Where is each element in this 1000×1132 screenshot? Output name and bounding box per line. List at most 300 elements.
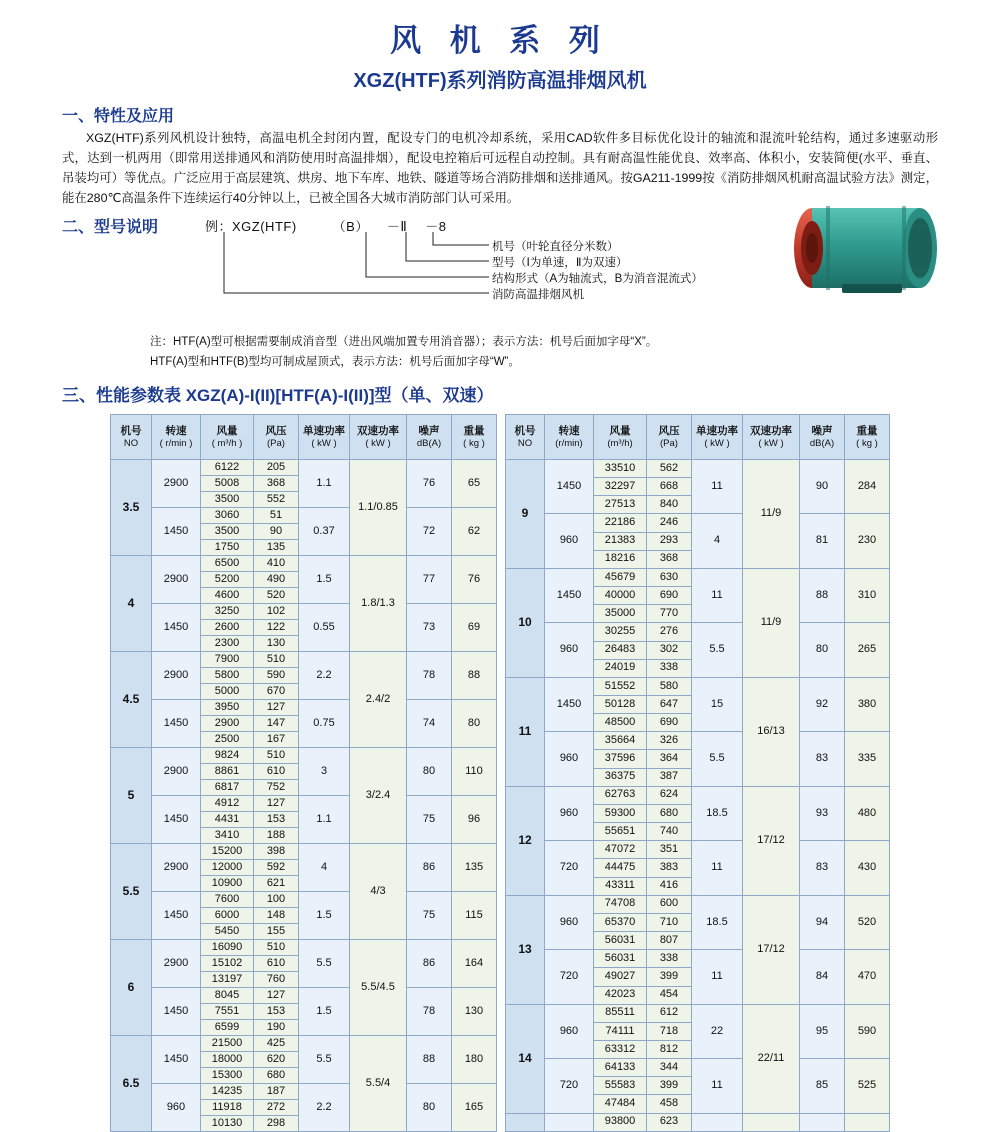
cell-single-speed-power: 0.37 — [299, 507, 350, 555]
cell-airflow: 24019 — [594, 659, 647, 677]
cell-airflow: 3410 — [201, 827, 254, 843]
table-row — [111, 1083, 497, 1099]
cell-pressure: 153 — [254, 1003, 299, 1019]
cell-pressure: 680 — [647, 804, 692, 822]
cell-model-no: 6.5 — [111, 1035, 152, 1131]
cell-pressure: 520 — [254, 587, 299, 603]
cell-airflow: 64133 — [594, 1059, 647, 1077]
cell-pressure: 612 — [647, 1004, 692, 1022]
cell-pressure: 610 — [254, 763, 299, 779]
cell-noise — [800, 1113, 845, 1131]
cell-airflow: 74708 — [594, 895, 647, 913]
spec-table-left — [110, 414, 497, 1132]
table-row — [111, 795, 497, 811]
cell-pressure: 399 — [647, 1077, 692, 1095]
cell-rpm: 1450 — [545, 568, 594, 622]
cell-airflow: 21500 — [201, 1035, 254, 1051]
cell-weight: 69 — [452, 603, 497, 651]
cell-airflow: 6000 — [201, 907, 254, 923]
cell-dual-speed-power: 1.1/0.85 — [350, 459, 407, 555]
cell-pressure: 293 — [647, 532, 692, 550]
cell-rpm: 1450 — [152, 699, 201, 747]
cell-model-no: 5 — [111, 747, 152, 843]
cell-weight: 165 — [452, 1083, 497, 1131]
col-header-2: 转速 (r/min) — [545, 414, 594, 459]
cell-single-speed-power: 11 — [692, 950, 743, 1004]
cell-rpm: 720 — [545, 950, 594, 1004]
cell-pressure: 272 — [254, 1099, 299, 1115]
table-row — [111, 747, 497, 763]
cell-single-speed-power: 0.75 — [299, 699, 350, 747]
cell-pressure: 623 — [647, 1113, 692, 1131]
cell-pressure: 188 — [254, 827, 299, 843]
model-example-prefix: 例：XGZ(HTF) — [205, 219, 297, 235]
table-row — [111, 555, 497, 571]
cell-noise: 80 — [800, 623, 845, 677]
cell-airflow: 33510 — [594, 459, 647, 477]
cell-airflow: 50128 — [594, 696, 647, 714]
cell-noise: 80 — [407, 747, 452, 795]
cell-weight: 470 — [845, 950, 890, 1004]
cell-dual-speed-power: 17/12 — [743, 786, 800, 895]
cell-weight: 115 — [452, 891, 497, 939]
cell-rpm: 2900 — [152, 747, 201, 795]
cell-pressure: 364 — [647, 750, 692, 768]
cell-airflow: 21383 — [594, 532, 647, 550]
cell-rpm: 1450 — [152, 603, 201, 651]
cell-pressure: 205 — [254, 459, 299, 475]
cell-pressure: 580 — [647, 677, 692, 695]
cell-single-speed-power: 11 — [692, 568, 743, 622]
cell-dual-speed-power: 4/3 — [350, 843, 407, 939]
table-row — [506, 1059, 890, 1077]
cell-single-speed-power: 15 — [692, 677, 743, 731]
cell-dual-speed-power: 22/11 — [743, 1004, 800, 1113]
cell-dual-speed-power: 2.4/2 — [350, 651, 407, 747]
cell-pressure: 130 — [254, 635, 299, 651]
cell-airflow: 55651 — [594, 823, 647, 841]
col-header-3: 风量 (m³/h) — [594, 414, 647, 459]
cell-airflow: 11918 — [201, 1099, 254, 1115]
cell-pressure: 383 — [647, 859, 692, 877]
cell-single-speed-power: 18.5 — [692, 895, 743, 949]
cell-weight — [845, 1113, 890, 1131]
cell-airflow: 16090 — [201, 939, 254, 955]
model-legend-4: 消防高温排烟风机 — [492, 289, 584, 302]
cell-weight: 310 — [845, 568, 890, 622]
col-header-1: 机号 NO — [111, 414, 152, 459]
cell-pressure: 600 — [647, 895, 692, 913]
cell-single-speed-power: 0.55 — [299, 603, 350, 651]
cell-noise: 92 — [800, 677, 845, 731]
model-legend-3: 结构形式（A为轴流式，B为消音混流式） — [492, 273, 703, 286]
cell-dual-speed-power — [743, 1113, 800, 1131]
cell-airflow: 12000 — [201, 859, 254, 875]
cell-rpm: 720 — [545, 1059, 594, 1113]
cell-rpm: 960 — [152, 1083, 201, 1131]
cell-airflow: 26483 — [594, 641, 647, 659]
cell-pressure: 668 — [647, 478, 692, 496]
cell-airflow: 5000 — [201, 683, 254, 699]
cell-dual-speed-power: 3/2.4 — [350, 747, 407, 843]
cell-dual-speed-power: 5.5/4.5 — [350, 939, 407, 1035]
spec-table-right — [505, 414, 890, 1132]
cell-rpm: 1450 — [545, 459, 594, 513]
page-title: 风 机 系 列 — [390, 23, 610, 58]
cell-airflow: 6122 — [201, 459, 254, 475]
cell-rpm: 2900 — [152, 555, 201, 603]
cell-weight: 135 — [452, 843, 497, 891]
cell-single-speed-power: 1.5 — [299, 555, 350, 603]
col-header-4: 风压 (Pa) — [254, 414, 299, 459]
cell-rpm: 960 — [545, 786, 594, 840]
cell-model-no: 14 — [506, 1004, 545, 1113]
col-header-6: 双速功率 ( kW ) — [350, 414, 407, 459]
cell-airflow: 7900 — [201, 651, 254, 667]
table-row — [111, 891, 497, 907]
cell-airflow: 44475 — [594, 859, 647, 877]
spec-table-right-header — [506, 414, 890, 459]
cell-airflow: 18000 — [201, 1051, 254, 1067]
cell-airflow: 7600 — [201, 891, 254, 907]
cell-airflow: 47484 — [594, 1095, 647, 1113]
cell-airflow: 48500 — [594, 714, 647, 732]
cell-pressure: 490 — [254, 571, 299, 587]
section-2-heading: 二、型号说明 — [62, 219, 159, 237]
cell-rpm: 2900 — [152, 843, 201, 891]
cell-airflow: 10900 — [201, 875, 254, 891]
cell-noise: 86 — [407, 939, 452, 987]
col-header-5: 单速功率 ( kW ) — [299, 414, 350, 459]
cell-noise: 77 — [407, 555, 452, 603]
cell-pressure: 510 — [254, 651, 299, 667]
cell-single-speed-power: 5.5 — [692, 623, 743, 677]
cell-pressure: 690 — [647, 714, 692, 732]
cell-airflow: 6817 — [201, 779, 254, 795]
cell-rpm: 960 — [545, 732, 594, 786]
cell-noise: 75 — [407, 891, 452, 939]
cell-single-speed-power: 1.5 — [299, 891, 350, 939]
cell-airflow: 5200 — [201, 571, 254, 587]
cell-pressure: 624 — [647, 786, 692, 804]
model-example-b: （B） — [332, 219, 369, 235]
cell-pressure: 690 — [647, 587, 692, 605]
cell-airflow: 3500 — [201, 491, 254, 507]
cell-airflow: 42023 — [594, 986, 647, 1004]
spec-tables — [0, 414, 1000, 1132]
cell-airflow: 3950 — [201, 699, 254, 715]
cell-pressure: 187 — [254, 1083, 299, 1099]
cell-single-speed-power: 2.2 — [299, 1083, 350, 1131]
model-example-8: －8 — [425, 219, 447, 235]
cell-pressure: 770 — [647, 605, 692, 623]
cell-weight: 65 — [452, 459, 497, 507]
table-row — [111, 843, 497, 859]
cell-airflow: 32297 — [594, 478, 647, 496]
cell-pressure: 344 — [647, 1059, 692, 1077]
cell-airflow: 30255 — [594, 623, 647, 641]
cell-airflow: 63312 — [594, 1040, 647, 1058]
cell-airflow: 2500 — [201, 731, 254, 747]
cell-pressure: 840 — [647, 496, 692, 514]
cell-noise: 83 — [800, 732, 845, 786]
cell-pressure: 338 — [647, 950, 692, 968]
cell-noise: 90 — [800, 459, 845, 513]
col-header-5: 单速功率 ( kW ) — [692, 414, 743, 459]
table-row — [506, 677, 890, 695]
cell-pressure: 510 — [254, 747, 299, 763]
model-example-ii: －Ⅱ — [386, 219, 408, 235]
spec-table-right-body — [506, 459, 890, 1131]
cell-pressure: 155 — [254, 923, 299, 939]
table-row — [506, 623, 890, 641]
table-row — [506, 459, 890, 477]
cell-rpm: 1450 — [152, 507, 201, 555]
cell-pressure: 621 — [254, 875, 299, 891]
col-header-7: 噪声 dB(A) — [800, 414, 845, 459]
cell-airflow: 9824 — [201, 747, 254, 763]
table-row — [506, 841, 890, 859]
cell-airflow: 35000 — [594, 605, 647, 623]
cell-noise: 72 — [407, 507, 452, 555]
cell-pressure: 807 — [647, 932, 692, 950]
cell-model-no: 11 — [506, 677, 545, 786]
table-row — [506, 1113, 890, 1131]
cell-pressure: 100 — [254, 891, 299, 907]
cell-pressure: 368 — [647, 550, 692, 568]
cell-pressure: 51 — [254, 507, 299, 523]
cell-weight: 62 — [452, 507, 497, 555]
cell-weight: 110 — [452, 747, 497, 795]
cell-pressure: 416 — [647, 877, 692, 895]
cell-airflow: 59300 — [594, 804, 647, 822]
cell-airflow: 1750 — [201, 539, 254, 555]
cell-weight: 590 — [845, 1004, 890, 1058]
cell-single-speed-power: 18.5 — [692, 786, 743, 840]
cell-weight: 88 — [452, 651, 497, 699]
fan-product-photo — [782, 196, 972, 300]
section-3-heading: 三、性能参数表 XGZ(A)-I(II)[HTF(A)-I(II)]型（单、双速） — [62, 385, 494, 405]
cell-airflow: 6599 — [201, 1019, 254, 1035]
cell-pressure: 740 — [647, 823, 692, 841]
cell-pressure: 190 — [254, 1019, 299, 1035]
cell-single-speed-power: 1.1 — [299, 795, 350, 843]
cell-model-no: 6 — [111, 939, 152, 1035]
cell-airflow: 36375 — [594, 768, 647, 786]
cell-rpm: 960 — [545, 895, 594, 949]
cell-single-speed-power: 5.5 — [692, 732, 743, 786]
cell-rpm: 1450 — [152, 1035, 201, 1083]
cell-weight: 96 — [452, 795, 497, 843]
cell-dual-speed-power: 1.8/1.3 — [350, 555, 407, 651]
cell-pressure: 458 — [647, 1095, 692, 1113]
cell-dual-speed-power: 11/9 — [743, 568, 800, 677]
cell-single-speed-power: 11 — [692, 841, 743, 895]
cell-weight: 520 — [845, 895, 890, 949]
cell-airflow: 14235 — [201, 1083, 254, 1099]
model-legend-1: 机号（叶轮直径分米数） — [492, 241, 619, 254]
cell-rpm: 960 — [545, 1004, 594, 1058]
cell-airflow: 5008 — [201, 475, 254, 491]
cell-airflow: 15300 — [201, 1067, 254, 1083]
cell-model-no: 4 — [111, 555, 152, 651]
cell-dual-speed-power: 5.5/4 — [350, 1035, 407, 1131]
cell-airflow: 65370 — [594, 913, 647, 931]
cell-pressure: 812 — [647, 1040, 692, 1058]
cell-single-speed-power: 5.5 — [299, 939, 350, 987]
cell-noise: 88 — [800, 568, 845, 622]
cell-single-speed-power: 22 — [692, 1004, 743, 1058]
cell-airflow: 40000 — [594, 587, 647, 605]
cell-pressure: 302 — [647, 641, 692, 659]
cell-airflow: 85511 — [594, 1004, 647, 1022]
cell-single-speed-power: 5.5 — [299, 1035, 350, 1083]
cell-noise: 88 — [407, 1035, 452, 1083]
cell-pressure: 410 — [254, 555, 299, 571]
cell-pressure: 620 — [254, 1051, 299, 1067]
cell-pressure: 127 — [254, 699, 299, 715]
section-1-heading: 一、特性及应用 — [62, 108, 175, 126]
cell-pressure: 752 — [254, 779, 299, 795]
spec-table-left-body — [111, 459, 497, 1131]
cell-single-speed-power: 11 — [692, 459, 743, 513]
cell-pressure: 647 — [647, 696, 692, 714]
cell-model-no: 9 — [506, 459, 545, 568]
cell-dual-speed-power: 17/12 — [743, 895, 800, 1004]
col-header-7: 噪声 dB(A) — [407, 414, 452, 459]
page-subtitle: XGZ(HTF)系列消防高温排烟风机 — [353, 70, 647, 93]
cell-pressure: 246 — [647, 514, 692, 532]
cell-airflow: 27513 — [594, 496, 647, 514]
cell-airflow: 4912 — [201, 795, 254, 811]
cell-airflow: 13197 — [201, 971, 254, 987]
cell-weight: 230 — [845, 514, 890, 568]
cell-pressure: 368 — [254, 475, 299, 491]
table-row — [111, 651, 497, 667]
cell-single-speed-power: 2.2 — [299, 651, 350, 699]
cell-pressure: 90 — [254, 523, 299, 539]
cell-airflow: 37596 — [594, 750, 647, 768]
cell-weight: 284 — [845, 459, 890, 513]
cell-pressure: 718 — [647, 1022, 692, 1040]
table-row — [111, 459, 497, 475]
cell-airflow: 15102 — [201, 955, 254, 971]
cell-single-speed-power: 3 — [299, 747, 350, 795]
table-row — [506, 1004, 890, 1022]
table-row — [506, 568, 890, 586]
cell-noise: 95 — [800, 1004, 845, 1058]
cell-noise: 76 — [407, 459, 452, 507]
cell-noise: 80 — [407, 1083, 452, 1131]
cell-airflow: 8861 — [201, 763, 254, 779]
cell-airflow: 8045 — [201, 987, 254, 1003]
cell-airflow: 45679 — [594, 568, 647, 586]
cell-pressure: 398 — [254, 843, 299, 859]
cell-pressure: 760 — [254, 971, 299, 987]
cell-airflow: 43311 — [594, 877, 647, 895]
cell-airflow: 3500 — [201, 523, 254, 539]
table-row — [111, 987, 497, 1003]
cell-model-no: 4.5 — [111, 651, 152, 747]
cell-model-no: 13 — [506, 895, 545, 1004]
col-header-8: 重量 ( kg ) — [452, 414, 497, 459]
model-note-2: HTF(A)型和HTF(B)型均可制成屋顶式，表示方法：机号后面加字母“W”。 — [150, 355, 520, 368]
col-header-8: 重量 ( kg ) — [845, 414, 890, 459]
cell-noise: 84 — [800, 950, 845, 1004]
cell-airflow: 62763 — [594, 786, 647, 804]
cell-single-speed-power: 4 — [692, 514, 743, 568]
cell-model-no: 12 — [506, 786, 545, 895]
cell-airflow: 55583 — [594, 1077, 647, 1095]
col-header-2: 转速 ( r/min ) — [152, 414, 201, 459]
cell-noise: 86 — [407, 843, 452, 891]
cell-pressure: 276 — [647, 623, 692, 641]
cell-airflow: 6500 — [201, 555, 254, 571]
cell-pressure: 127 — [254, 987, 299, 1003]
cell-airflow: 22186 — [594, 514, 647, 532]
cell-pressure: 399 — [647, 968, 692, 986]
cell-rpm: 2900 — [152, 939, 201, 987]
cell-rpm: 1450 — [152, 987, 201, 1035]
spec-table-left-header — [111, 414, 497, 459]
table-row — [111, 603, 497, 619]
cell-rpm: 960 — [545, 514, 594, 568]
col-header-4: 风压 (Pa) — [647, 414, 692, 459]
cell-rpm: 2900 — [152, 651, 201, 699]
cell-airflow: 7551 — [201, 1003, 254, 1019]
section-1-body: XGZ(HTF)系列风机设计独特，高温电机全封闭内置，配设专门的电机冷却系统，采用CAD软件多目标优化设计的轴流和混流叶轮结构，通过多速驱动形式，达到一机两用（即常用送排通风和消防使用时高温排烟），配设电控箱后可远程自动控制。具有耐高温性能优良、效率高、体积小，安装简便(水平、垂直、吊装均可）等优点。广泛应用于高层建筑、烘房、地下车库、地铁、隧道等场合消防排烟和送排通风。按GA211-1999按《消防排烟风机耐高温试验方法》测定，能在280℃高温条件下连续运行40分钟以上，已被全国各大城市消防部门认可采用。 — [62, 131, 938, 206]
cell-pressure: 135 — [254, 539, 299, 555]
cell-weight: 80 — [452, 699, 497, 747]
table-row — [506, 786, 890, 804]
cell-airflow: 5800 — [201, 667, 254, 683]
cell-airflow: 5450 — [201, 923, 254, 939]
cell-dual-speed-power: 11/9 — [743, 459, 800, 568]
cell-pressure: 590 — [254, 667, 299, 683]
cell-model-no: 10 — [506, 568, 545, 677]
cell-airflow: 51552 — [594, 677, 647, 695]
cell-noise: 78 — [407, 651, 452, 699]
model-legend-2: 型号（Ⅰ为单速，Ⅱ为双速） — [492, 257, 628, 270]
cell-single-speed-power: 1.1 — [299, 459, 350, 507]
cell-airflow: 2600 — [201, 619, 254, 635]
cell-weight: 180 — [452, 1035, 497, 1083]
cell-pressure: 680 — [254, 1067, 299, 1083]
cell-dual-speed-power: 16/13 — [743, 677, 800, 786]
table-row — [506, 950, 890, 968]
cell-airflow: 10130 — [201, 1115, 254, 1131]
cell-pressure: 592 — [254, 859, 299, 875]
cell-pressure: 425 — [254, 1035, 299, 1051]
cell-noise: 94 — [800, 895, 845, 949]
cell-weight: 164 — [452, 939, 497, 987]
cell-noise: 85 — [800, 1059, 845, 1113]
cell-rpm: 1450 — [152, 795, 201, 843]
cell-airflow: 4600 — [201, 587, 254, 603]
cell-pressure: 122 — [254, 619, 299, 635]
cell-noise: 74 — [407, 699, 452, 747]
cell-pressure: 454 — [647, 986, 692, 1004]
cell-weight: 76 — [452, 555, 497, 603]
cell-weight: 480 — [845, 786, 890, 840]
cell-pressure: 630 — [647, 568, 692, 586]
cell-pressure: 102 — [254, 603, 299, 619]
cell-single-speed-power: 1.5 — [299, 987, 350, 1035]
cell-airflow: 56031 — [594, 950, 647, 968]
cell-airflow: 3250 — [201, 603, 254, 619]
cell-airflow: 15200 — [201, 843, 254, 859]
cell-airflow: 2900 — [201, 715, 254, 731]
